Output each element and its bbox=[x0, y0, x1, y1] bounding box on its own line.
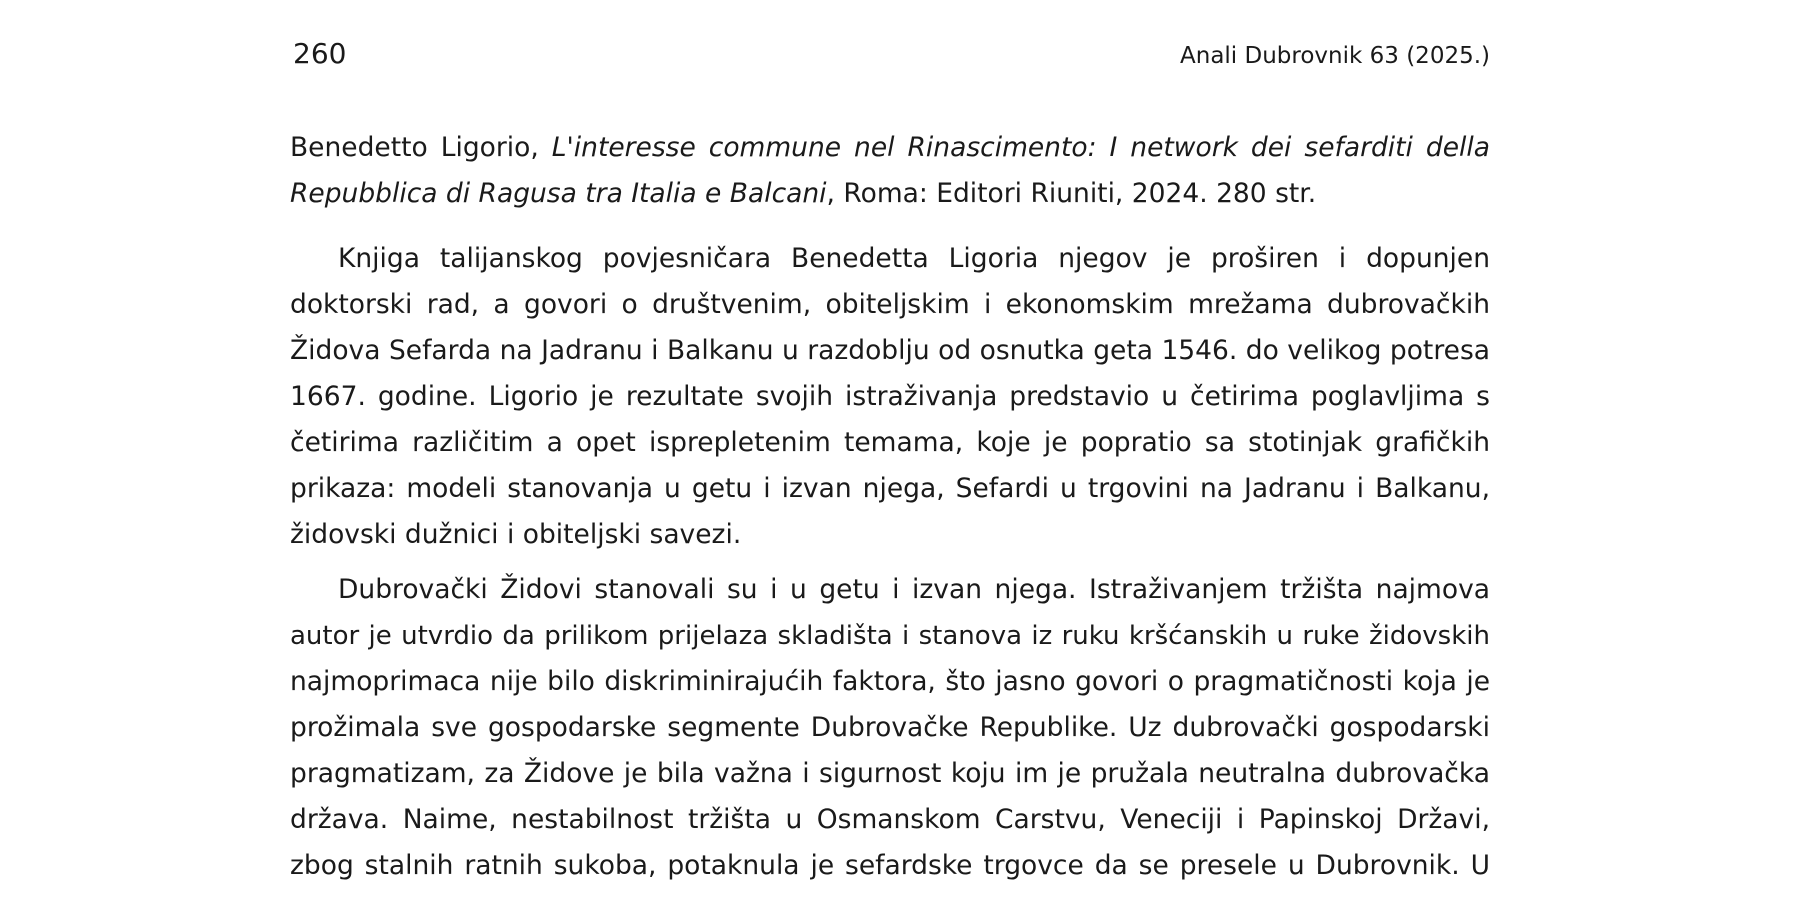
paragraph-2-line: najmoprimaca nije bilo diskriminirajućih faktora, što jasno govori o pragmatičnosti koja je bbox=[290, 666, 1490, 697]
paragraph-2-line: pragmatizam, za Židove je bila važna i sigurnost koju im je pružala neutralna dubrovačka bbox=[290, 758, 1490, 789]
paragraph-2-line: država. Naime, nestabilnost tržišta u Osmanskom Carstvu, Veneciji i Papinskoj Državi, bbox=[290, 804, 1490, 835]
page-number: 260 bbox=[293, 37, 347, 70]
paragraph-1-line: četirima različitim a opet isprepletenim temama, koje je popratio sa stotinjak grafičkih bbox=[290, 427, 1490, 458]
paragraph-1-line: Židova Sefarda na Jadranu i Balkanu u razdoblju od osnutka geta 1546. do velikog potresa bbox=[290, 335, 1490, 366]
paragraph-2-line: Dubrovački Židovi stanovali su i u getu i izvan njega. Istraživanjem tržišta najmova bbox=[338, 574, 1490, 605]
citation-author: Benedetto Ligorio, bbox=[290, 132, 552, 163]
paragraph-2-line: autor je utvrdio da prilikom prijelaza skladišta i stanova iz ruku kršćanskih u ruke židovskih bbox=[290, 621, 1490, 651]
citation-line-2 bbox=[290, 171, 1490, 217]
paragraph-1-line: Knjiga talijanskog povjesničara Benedetta Ligoria njegov je proširen i dopunjen bbox=[338, 243, 1490, 274]
citation-line-1 bbox=[290, 125, 1490, 171]
citation-publication: , Roma: Editori Riuniti, 2024. 280 str. bbox=[826, 178, 1317, 209]
citation-title-part-1: L'interesse commune nel Rinascimento: I network dei sefarditi della bbox=[551, 132, 1490, 163]
paragraph-1-line: židovski dužnici i obiteljski savezi. bbox=[290, 519, 742, 550]
paragraph-2-line: zbog stalnih ratnih sukoba, potaknula je sefardske trgovce da se presele u Dubrovnik. U bbox=[290, 850, 1490, 881]
document-page bbox=[290, 0, 1490, 900]
citation-title-part-2: Repubblica di Ragusa tra Italia e Balcani bbox=[290, 178, 827, 209]
paragraph-1-line: 1667. godine. Ligorio je rezultate svojih istraživanja predstavio u četirima poglavljima s bbox=[290, 381, 1490, 412]
journal-title: Anali Dubrovnik 63 (2025.) bbox=[1180, 43, 1490, 69]
paragraph-2-line: prožimala sve gospodarske segmente Dubrovačke Republike. Uz dubrovački gospodarski bbox=[290, 712, 1490, 743]
paragraph-1-line: doktorski rad, a govori o društvenim, obiteljskim i ekonomskim mrežama dubrovačkih bbox=[290, 289, 1490, 320]
running-head bbox=[290, 34, 1490, 74]
paragraph-1-line: prikaza: modeli stanovanja u getu i izvan njega, Sefardi u trgovini na Jadranu i Balkanu, bbox=[290, 473, 1490, 504]
